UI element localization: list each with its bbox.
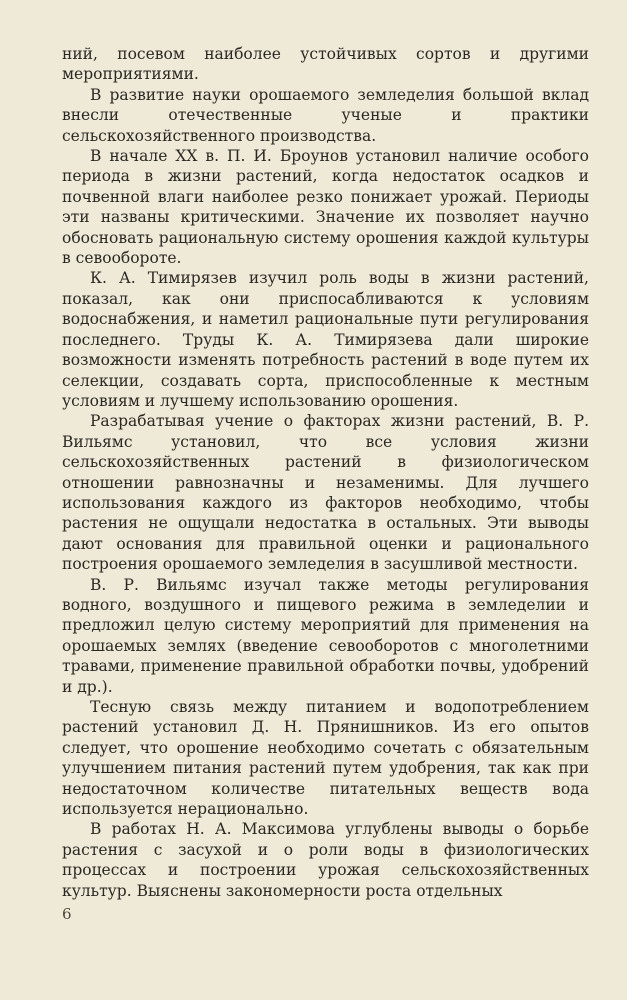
- paragraph-continuation: ний, посевом наиболее устойчивых сортов и другими мероприятиями.: [62, 45, 589, 84]
- paragraph-williams-factors: Разрабатывая учение о факторах жизни растений, В. Р. Вильямс установил, что все условия жизни сельскохозяйственных растений в физиологическом отношении равнозначны и незаменимы. Для лучшего использования каждого из факторов необходимо, чтобы растения не ощущали недостатка в остальных. Эти выводы дают основания для правильной оценки и рационального построения орошаемого земледелия в засушливой местности.: [62, 412, 589, 574]
- paragraph-pryanishnikov: Тесную связь между питанием и водопотреблением растений установил Д. Н. Прянишников. Из его опытов следует, что орошение необходимо сочетать с обязательным улучшением питания растений путем удобрения, так как при недостаточном количестве питательных веществ вода используется нерационально.: [62, 698, 589, 819]
- page-text: [62, 44, 589, 901]
- paragraph-williams-methods: В. Р. Вильямс изучал также методы регулирования водного, воздушного и пищевого режима в земледелии и предложил целую систему мероприятий для применения на орошаемых землях (введение севооборотов с многолетними травами, применение правильной обработки почвы, удобрений и др.).: [62, 575, 589, 696]
- paragraph-timiryazev: К. А. Тимирязев изучил роль воды в жизни растений, показал, как они приспосабливаются к условиям водоснабжения, и наметил рациональные пути регулирования последнего. Труды К. А. Тимирязева дали широкие возможности изменять потребность растений в воде путем их селекции, создавать сорта, приспособленные к местным условиям и лучшему использованию орошения.: [62, 269, 589, 410]
- paragraph-maksimov: В работах Н. А. Максимова углублены выводы о борьбе растения с засухой и о роли воды в физиологических процессах и построении урожая сельскохозяйственных культур. Выяснены закономерности роста отдельных: [62, 820, 589, 900]
- paragraph-brounov: В начале XX в. П. И. Броунов установил наличие особого периода в жизни растений, когда недостаток осадков и почвенной влаги наиболее резко понижает урожай. Периоды эти названы критическими. Значение их позволяет научно обосновать рациональную систему орошения каждой культуры в севообороте.: [62, 147, 589, 268]
- paragraph-science-contribution: В развитие науки орошаемого земледелия большой вклад внесли отечественные ученые и практики сельскохозяйственного производства.: [62, 85, 589, 145]
- page-number: 6: [62, 905, 72, 923]
